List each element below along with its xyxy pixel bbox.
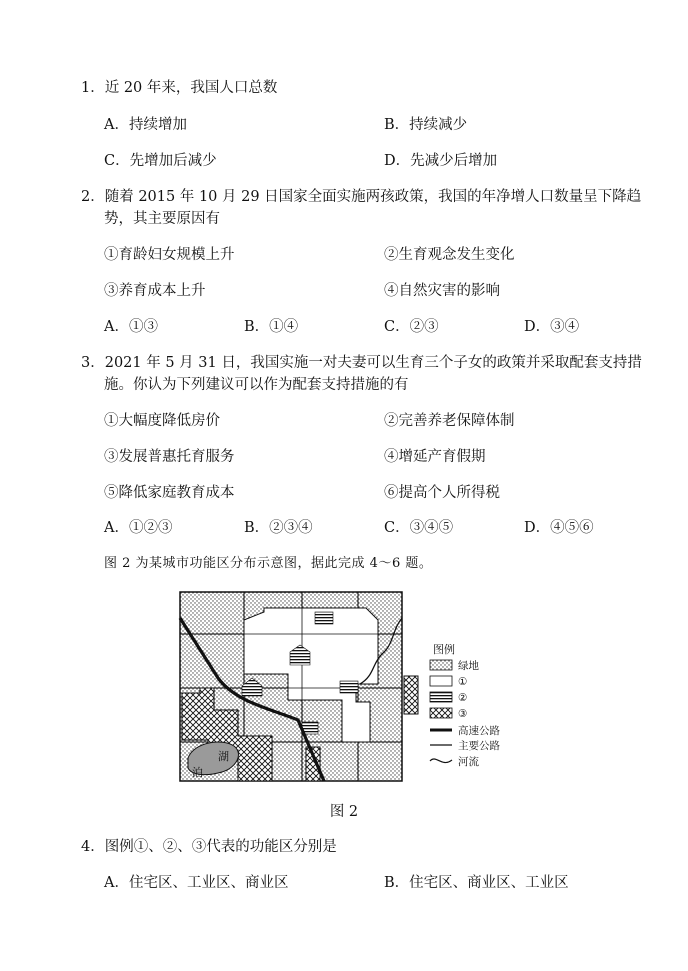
q3-statement-6: ⑥提高个人所得税 [384, 485, 500, 501]
q3-statement-3: ③发展普惠托育服务 [104, 449, 235, 465]
q1-stem: 1．近 20 年来，我国人口总数 [81, 80, 278, 96]
city-zone-map [178, 590, 518, 786]
q2-stem-line1: 2．随着 2015 年 10 月 29 日国家全面实施两孩政策，我国的年净增人口数量呈下降趋 [81, 189, 642, 205]
figure-intro: 图 2 为某城市功能区分布示意图，据此完成 4～6 题。 [104, 556, 433, 571]
q2-stem-line2: 势，其主要原因有 [104, 211, 220, 227]
q2-statement-1: ①育龄妇女规模上升 [104, 247, 235, 263]
legend-label-river: 河流 [458, 756, 479, 768]
legend-label-2: ② [458, 692, 468, 704]
q3-statement-1: ①大幅度降低房价 [104, 413, 220, 429]
q2-option-c: C．②③ [384, 319, 439, 335]
q2-option-b: B．①④ [244, 319, 299, 335]
q2-statement-4: ④自然灾害的影响 [384, 283, 500, 299]
q3-option-b: B．②③④ [244, 520, 313, 536]
legend-label-main-road: 主要公路 [458, 740, 500, 752]
q3-stem-line1: 3．2021 年 5 月 31 日，我国实施一对夫妻可以生育三个子女的政策并采取配套支持措 [81, 355, 642, 371]
industrial-zone [404, 676, 418, 714]
legend-label-greenland: 绿地 [458, 660, 479, 672]
q1-option-c: C．先增加后减少 [104, 153, 217, 169]
lake-label-2: 泊 [192, 766, 203, 779]
map-legend [430, 642, 500, 768]
q4-option-b: B．住宅区、商业区、工业区 [384, 875, 569, 891]
q2-statement-2: ②生育观念发生变化 [384, 247, 515, 263]
q1-option-b: B．持续减少 [384, 117, 468, 133]
q2-option-d: D．③④ [524, 319, 580, 335]
legend-swatch-1 [430, 676, 452, 686]
q3-statement-4: ④增延产育假期 [384, 449, 486, 465]
commercial-zone [315, 612, 333, 624]
q3-option-c: C．③④⑤ [384, 520, 454, 536]
lake-label-1: 湖 [218, 750, 229, 763]
q2-statement-3: ③养育成本上升 [104, 283, 206, 299]
legend-swatch-2 [430, 692, 452, 702]
q3-stem-line2: 施。你认为下列建议可以作为配套支持措施的有 [104, 377, 409, 393]
legend-swatch-greenland [430, 660, 452, 670]
q4-stem: 4．图例①、②、③代表的功能区分别是 [81, 839, 337, 855]
legend-label-3: ③ [458, 708, 468, 720]
q3-statement-2: ②完善养老保障体制 [384, 413, 515, 429]
q2-option-a: A．①③ [104, 319, 158, 335]
q3-statement-5: ⑤降低家庭教育成本 [104, 485, 235, 501]
q1-option-a: A．持续增加 [104, 117, 187, 133]
q4-option-a: A．住宅区、工业区、商业区 [104, 875, 289, 891]
q1-option-d: D．先减少后增加 [384, 153, 498, 169]
legend-label-expressway: 高速公路 [458, 725, 500, 737]
legend-swatch-river [430, 759, 452, 763]
commercial-zone [340, 681, 358, 693]
legend-label-1: ① [458, 676, 468, 688]
q3-option-a: A．①②③ [104, 520, 173, 536]
q3-option-d: D．④⑤⑥ [524, 520, 594, 536]
legend-title: 图例 [433, 643, 455, 656]
figure-caption: 图 2 [329, 804, 359, 820]
legend-swatch-3 [430, 708, 452, 718]
